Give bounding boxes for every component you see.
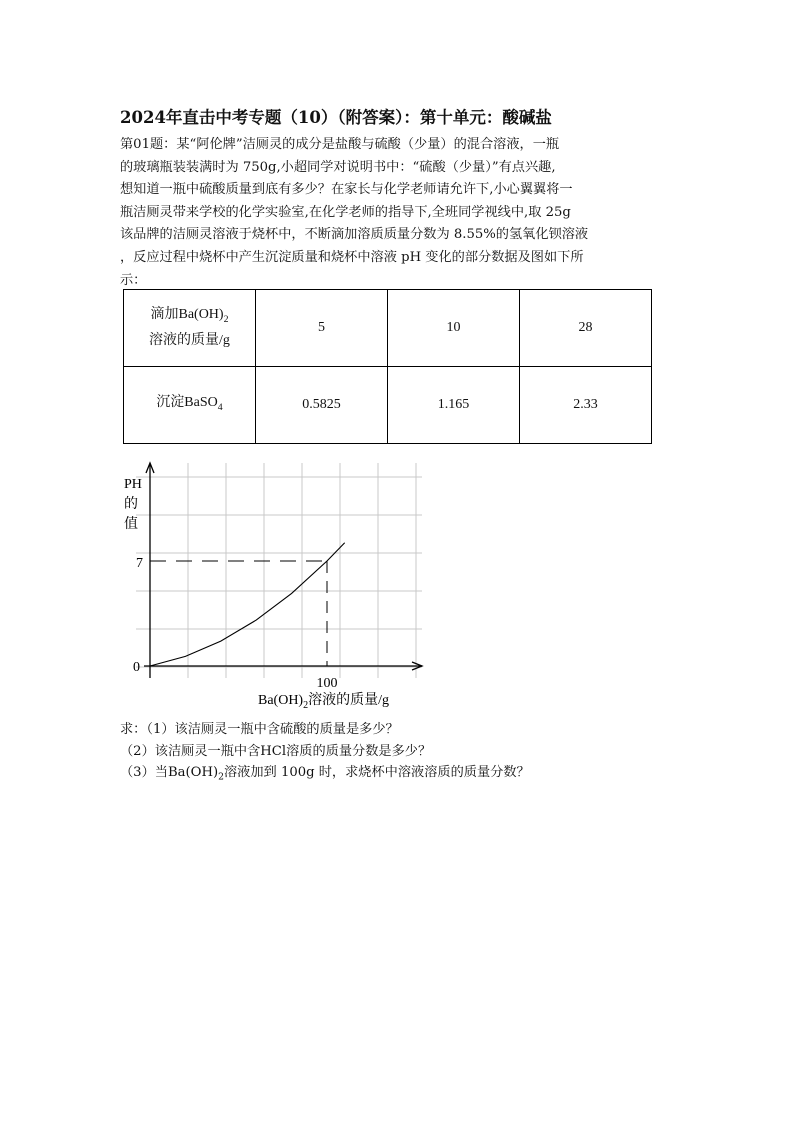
page-title: 2024年直击中考专题（10）（附答案）：第十单元：酸碱盐 bbox=[120, 108, 552, 127]
table-cell: 10 bbox=[388, 290, 520, 367]
table-row bbox=[124, 290, 652, 367]
problem-text bbox=[120, 134, 680, 292]
table-cell: 2.33 bbox=[520, 367, 652, 444]
problem-line: 第01题：某“阿伦牌”洁厕灵的成分是盐酸与硫酸（少量）的混合溶液，一瓶 bbox=[120, 137, 560, 152]
subscript: 2 bbox=[223, 313, 229, 325]
data-table bbox=[123, 289, 652, 444]
table-cell: 1.165 bbox=[388, 367, 520, 444]
header-text: 沉淀BaSO bbox=[156, 394, 218, 410]
problem-line: 瓶洁厕灵带来学校的化学实验室,在化学老师的指导下,全班同学视线中,取 25g bbox=[120, 204, 571, 220]
question-3-text: （3）当Ba(OH) bbox=[120, 765, 219, 780]
chart-labels bbox=[124, 477, 389, 711]
ph-chart bbox=[110, 455, 430, 715]
question-3 bbox=[120, 762, 530, 788]
table-cell: 28 bbox=[520, 290, 652, 367]
table-header-cell bbox=[124, 290, 256, 367]
question-1: 求：（1）该洁厕灵一瓶中含硫酸的质量是多少？ bbox=[120, 722, 399, 737]
subscript: 4 bbox=[217, 401, 223, 413]
problem-line: ，反应过程中烧杯中产生沉淀质量和烧杯中溶液 pH 变化的部分数据及图如下所 bbox=[120, 249, 584, 265]
header-text: 溶液的质量/g bbox=[149, 333, 230, 349]
problem-line: 该品牌的洁厕灵溶液于烧杯中，不断滴加溶质质量分数为 8.55%的氢氧化钡溶液 bbox=[120, 227, 589, 243]
y-tick-label: 7 bbox=[136, 556, 143, 571]
chart-reference-lines bbox=[150, 561, 327, 666]
question-3-text: 溶液加到 100g 时，求烧杯中溶液溶质的质量分数？ bbox=[224, 765, 530, 780]
problem-line: 的玻璃瓶装装满时为 750g,小超同学对说明书中：“硫酸（少量）”有点兴趣, bbox=[120, 159, 556, 175]
table-header-cell bbox=[124, 367, 256, 444]
problem-line: 示： bbox=[120, 272, 147, 288]
y-axis-label: 值 bbox=[124, 517, 138, 532]
chart-axes bbox=[144, 463, 422, 678]
y-axis-label: 的 bbox=[124, 497, 138, 512]
x-axis-label: $Ba(OH)_2$溶液的质量/g bbox=[258, 693, 389, 711]
y-axis-label: PH bbox=[124, 477, 142, 492]
chart-grid bbox=[136, 463, 422, 678]
question-2: （2）该洁厕灵一瓶中含HCl溶质的质量分数是多少？ bbox=[120, 743, 432, 759]
table-cell: 0.5825 bbox=[256, 367, 388, 444]
subscript: 2 bbox=[218, 771, 224, 783]
table-row bbox=[124, 367, 652, 444]
problem-line: 想知道一瓶中硫酸质量到底有多少？在家长与化学老师请允许下,小心翼翼将一 bbox=[120, 182, 573, 198]
table-cell: 5 bbox=[256, 290, 388, 367]
y-tick-label: 0 bbox=[133, 660, 140, 675]
questions bbox=[120, 719, 530, 788]
x-tick-label: 100 bbox=[316, 676, 338, 691]
header-text: 滴加Ba(OH) bbox=[150, 306, 224, 322]
